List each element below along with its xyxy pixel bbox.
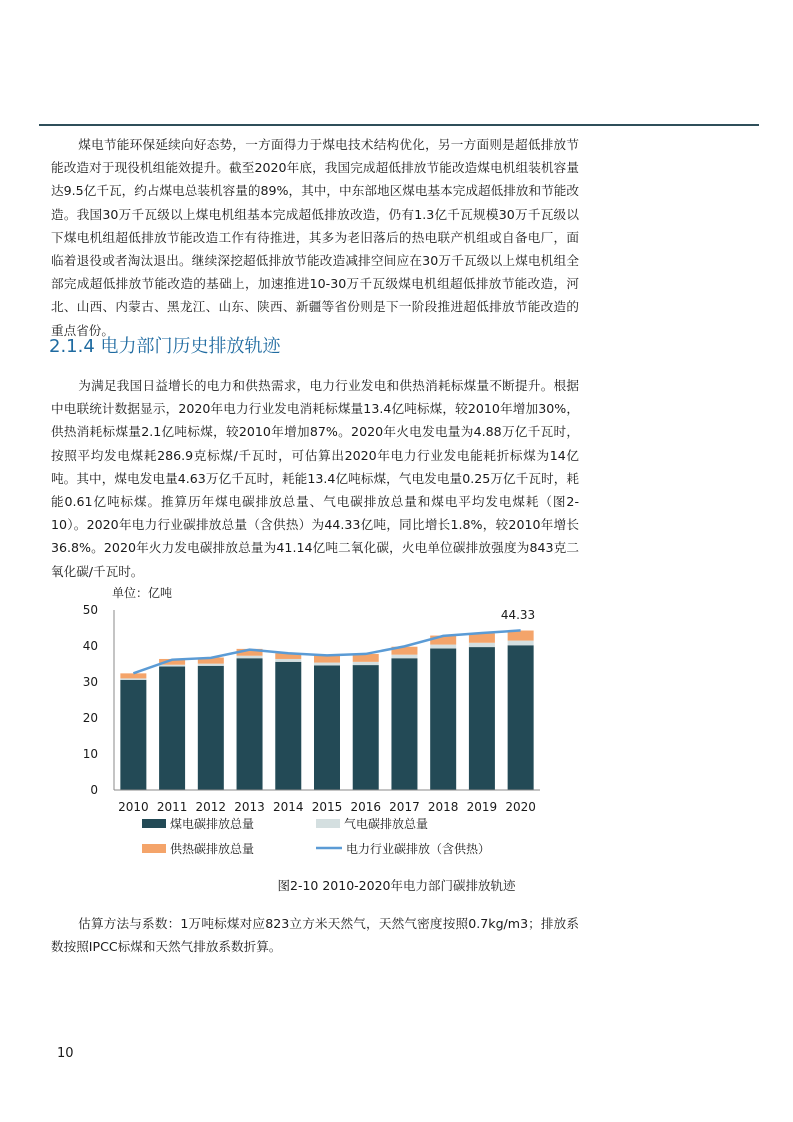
bar-segment bbox=[120, 678, 146, 679]
legend-swatch-coal bbox=[142, 819, 166, 828]
x-tick-label: 2013 bbox=[234, 800, 265, 814]
bar-segment bbox=[508, 645, 534, 790]
x-tick-label: 2017 bbox=[389, 800, 420, 814]
bar-segment bbox=[430, 649, 456, 790]
y-tick-label: 50 bbox=[82, 603, 98, 617]
x-tick-label: 2012 bbox=[195, 800, 227, 814]
bar-segment bbox=[198, 666, 224, 790]
x-tick-label: 2018 bbox=[427, 800, 459, 814]
legend-label-gas: 气电碳排放总量 bbox=[344, 817, 429, 831]
bar-segment bbox=[275, 662, 301, 790]
bar-segment bbox=[353, 665, 379, 790]
legend-label-total: 电力行业碳排放（含供热） bbox=[346, 842, 491, 856]
bar-segment bbox=[391, 655, 417, 659]
bar-segment bbox=[237, 658, 263, 790]
bar-segment bbox=[508, 641, 534, 646]
bar-segment bbox=[275, 659, 301, 662]
paragraph-3-text: 估算方法与系数：1万吨标煤对应823立方米天然气，天然气密度按照0.7kg/m3；排放系数按照IPCC标煤和天然气排放系数折算。 bbox=[51, 916, 579, 955]
x-tick-label: 2015 bbox=[311, 800, 343, 814]
y-tick-label: 20 bbox=[82, 711, 98, 725]
bar-segment bbox=[469, 643, 495, 647]
legend-swatch-heat bbox=[142, 844, 166, 853]
bar-segment bbox=[159, 665, 185, 667]
y-tick-label: 0 bbox=[90, 783, 98, 797]
section-heading: 2.1.4 电力部门历史排放轨迹 bbox=[49, 336, 281, 357]
paragraph-1-text: 煤电节能环保延续向好态势，一方面得力于煤电技术结构优化，另一方面则是超低排放节能改造对于现役机组能效提升。截至2020年底，我国完成超低排放节能改造煤电机组装机容量达9.5亿千瓦，约占煤电总装机容量的89%，其中，中东部地区煤电基本完成超低排放和节能改造。我国30万千瓦级以上煤电机组基本完成超低排放改造，仍有1.3亿千瓦规模30万千瓦级以下煤电机组超低排放节能改造工作有待推进，其多为老旧落后的热电联产机组或自备电厂，面临着退役或者淘汰退出。继续深挖超低排放节能改造减排空间应在30万千瓦级以上煤电机组全部完成超低排放节能改造的基础上，加速推进10-30万千瓦级煤电机组超低排放节能改造，河北、山西、内蒙古、黑龙江、山东、陕西、新疆等省份则是下一阶段推进超低排放节能改造的重点省份。 bbox=[51, 137, 579, 338]
y-tick-label: 10 bbox=[82, 747, 98, 761]
bar-segment bbox=[120, 680, 146, 790]
paragraph-2 bbox=[51, 374, 579, 583]
bar-segment bbox=[159, 667, 185, 790]
bar-segment bbox=[237, 656, 263, 659]
chart-legend bbox=[142, 816, 490, 856]
bar-segment bbox=[314, 665, 340, 790]
legend-label-coal: 煤电碳排放总量 bbox=[170, 817, 255, 831]
x-tick-labels bbox=[118, 800, 536, 814]
bar-segment bbox=[120, 673, 146, 678]
paragraph-3 bbox=[51, 912, 579, 958]
chart-unit-label: 单位：亿吨 bbox=[112, 586, 173, 600]
y-tick-label: 40 bbox=[82, 639, 98, 653]
top-rule bbox=[39, 124, 759, 126]
paragraph-1 bbox=[51, 133, 579, 342]
y-tick-labels bbox=[83, 603, 98, 797]
bar-segment bbox=[198, 664, 224, 666]
figure-caption: 图2-10 2010-2020年电力部门碳排放轨迹 bbox=[277, 878, 516, 893]
x-tick-label: 2019 bbox=[466, 800, 498, 814]
bar-segment bbox=[430, 645, 456, 649]
x-tick-label: 2016 bbox=[350, 800, 382, 814]
page-number: 10 bbox=[57, 1046, 74, 1061]
emissions-chart bbox=[70, 580, 550, 865]
x-tick-label: 2020 bbox=[505, 800, 536, 814]
legend-swatch-gas bbox=[316, 819, 340, 828]
legend-label-heat: 供热碳排放总量 bbox=[170, 842, 255, 856]
paragraph-2-text: 为满足我国日益增长的电力和供热需求，电力行业发电和供热消耗标煤量不断提升。根据中电联统计数据显示，2020年电力行业发电消耗标煤量13.4亿吨标煤，较2010年增加30%，供热消耗标煤量2.1亿吨标煤，较2010年增加87%。2020年火电发电量为4.88万亿千瓦时，按照平均发电煤耗286.9克标煤/千瓦时，可估算出2020年电力行业发电能耗折标煤为14亿吨。其中，煤电发电量4.63万亿千瓦时，耗能13.4亿吨标煤，气电发电量0.25万亿千瓦时，耗能0.61亿吨标煤。推算历年煤电碳排放总量、气电碳排放总量和煤电平均发电煤耗（图2-10）。2020年电力行业碳排放总量（含供热）为44.33亿吨，同比增长1.8%，较2010年增长36.8%。2020年火力发电碳排放总量为41.14亿吨二氧化碳，火电单位碳排放强度为843克二氧化碳/千瓦时。 bbox=[51, 378, 579, 579]
bar-segment bbox=[353, 662, 379, 665]
bar-segment bbox=[314, 663, 340, 666]
y-tick-label: 30 bbox=[82, 675, 98, 689]
bar-segment bbox=[469, 647, 495, 790]
chart-annotation: 44.33 bbox=[500, 608, 536, 622]
x-tick-label: 2010 bbox=[118, 800, 149, 814]
bar-segment bbox=[391, 658, 417, 790]
x-tick-label: 2014 bbox=[272, 800, 304, 814]
x-tick-label: 2011 bbox=[156, 800, 188, 814]
